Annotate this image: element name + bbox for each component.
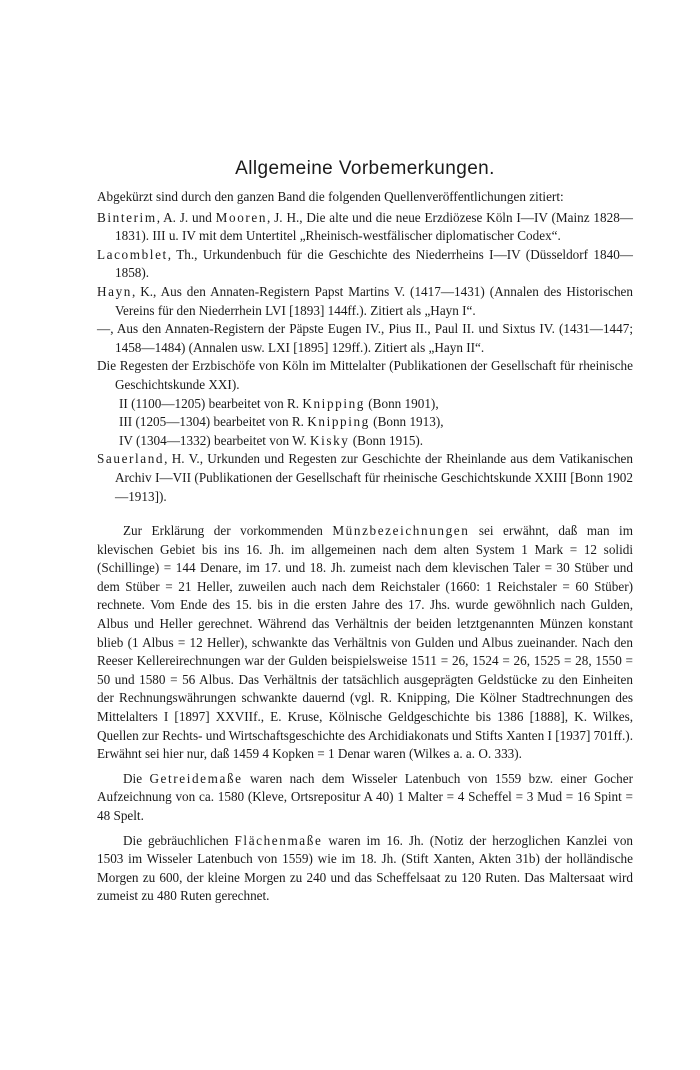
volume-editor: Knipping [302,395,365,411]
paragraph-text: sei erwähnt, daß man im klevischen Gebiet bis ins 16. Jh. im allgemeinen nach dem alten System 1 Mark = 12 solidi (Schillinge) = 144 Denare, im 17. und 18. Jh. zumeist nach dem klevischen Taler = 30 Stüber und dem Stüber = 21 Heller, zuweilen auch nach dem Reichstaler (1660: 1 Reichstaler = 60 Stüber) rechnete. Vom Ende des 15. bis in die ersten Jahre des 17. Jhs. wurde gewöhnlich nach Gulden, Albus und Heller gerechnet. Während das Verhältnis der beiden letztgenannten Münzen konstant blieb (1 Albus = 12 Heller), schwankte das Verhältnis von Gulden und Albus zueinander. Nach den Reeser Kellereirechnungen war der Gulden beispielsweise 1511 = 26, 1524 = 26, 1525 = 28, 1550 = 50 und 1580 = 56 Albus. Das Verhältnis der tatsächlich ausgeprägten Geldstücke zu den Einheiten der Rechnungswährungen schwankte dauernd (vgl. R. Knipping, Die Kölner Stadtrechnungen des Mittelalters I [1897] XXVIIf., E. Kruse, Kölnische Geldgeschichte bis 1386 [1888], K. Wilkes, Quellen zur Rechts- und Wirtschaftsgeschichte des Archidiakonats und Stifts Xanten I [1937] 701ff.). Erwähnt sei hier nur, daß 1459 4 Kopken = 1 Denar waren (Wilkes a. a. O. 333). [97,523,633,762]
reference-text: , J. H., Die alte und die neue Erzdiözese Köln I—IV (Mainz 1828—1831). III u. IV mit dem Untertitel „Rheinisch-westfälischer diplomatischer Codex“. [115,209,633,244]
reference-entry [97,246,633,283]
body-paragraph [97,770,633,826]
reference-text: , H. V., Urkunden und Regesten zur Geschichte der Rheinlande aus dem Vatikanischen Archiv I—VII (Publikationen der Gesellschaft für rheinische Geschichtskunde XXIII [Bonn 1902—1913]). [115,451,633,504]
reference-entry [97,450,633,506]
regesten-volume [97,432,633,451]
regesten-volume [97,413,633,432]
paragraph-term: Flächenmaße [234,832,323,848]
reference-entry [97,320,633,357]
volume-editor: Kisky [309,432,350,448]
reference-entry [97,357,633,394]
reference-author: Hayn [97,283,132,299]
reference-connector: , A. J. und [156,209,216,225]
paragraph-text: waren im 16. Jh. (Notiz der herzoglichen Kanzlei von 1503 im Wisseler Latenbuch von 1559) wie im 18. Jh. (Stift Xanten, Akten 31b) der holländische Morgen zu 600, der kleine Morgen zu 240 und das Scheffelsaat zu 120 Ruten. Das Maltersaat wird zumeist zu 480 Ruten gerechnet. [97,832,634,904]
body-paragraph [97,522,633,764]
reference-text: , K., Aus den Annaten-Registern Papst Martins V. (1417—1431) (Annalen des Historischen Vereins für den Niederrhein LVI [1893] 144ff.). Zitiert als „Hayn I“. [115,283,633,318]
page-content [97,158,633,906]
reference-text: —, Aus den Annaten-Registern der Päpste Eugen IV., Pius II., Paul II. und Sixtus IV. (1431—1447; 1458—1484) (Annalen usw. LXI [1895] 129ff.). Zitiert als „Hayn II“. [97,321,633,355]
volume-text: (Bonn 1915). [349,432,424,448]
volume-text: (Bonn 1913), [369,414,444,430]
page-title: Allgemeine Vorbemerkungen. [235,158,495,179]
reference-author: Sauerland [97,451,165,467]
regesten-volume [97,395,633,414]
reference-entry [97,283,633,320]
reference-text: , Th., Urkundenbuch für die Geschichte des Niederrheins I—IV (Düsseldorf 1840—1858). [115,246,633,281]
volume-text: II (1100—1205) bearbeitet von R. [119,395,303,411]
reference-entry [97,209,633,246]
reference-author: Binterim [97,209,157,225]
reference-text: Die Regesten der Erzbischöfe von Köln im Mittelalter (Publikationen der Gesellschaft für rheinische Geschichtskunde XXI). [97,358,633,392]
paragraph-text: Zur Erklärung der vorkommenden [123,523,333,539]
reference-author: Lacomblet [97,246,168,262]
volume-text: IV (1304—1332) bearbeitet von W. [119,432,310,448]
paragraph-text: Die gebräuchlichen [123,832,235,848]
paragraph-text: Die [123,770,150,786]
intro-text: Abgekürzt sind durch den ganzen Band die folgenden Quellenveröffentlichungen zitiert: [97,189,564,204]
volume-text: III (1205—1304) bearbeitet von R. [119,414,308,430]
paragraph-text: waren nach dem Wisseler Latenbuch von 1559 bzw. einer Gocher Aufzeichnung von ca. 1580 (Kleve, Ortsrepositur A 40) 1 Malter = 4 Scheffel = 3 Mud = 16 Spint = 48 Spelt. [97,770,633,823]
volume-editor: Knipping [307,414,370,430]
paragraph-term: Münzbezeichnungen [332,523,470,539]
paragraph-term: Getreidemaße [149,770,243,786]
reference-author: Mooren [215,209,268,225]
volume-text: (Bonn 1901), [364,395,439,411]
body-paragraph [97,832,633,906]
